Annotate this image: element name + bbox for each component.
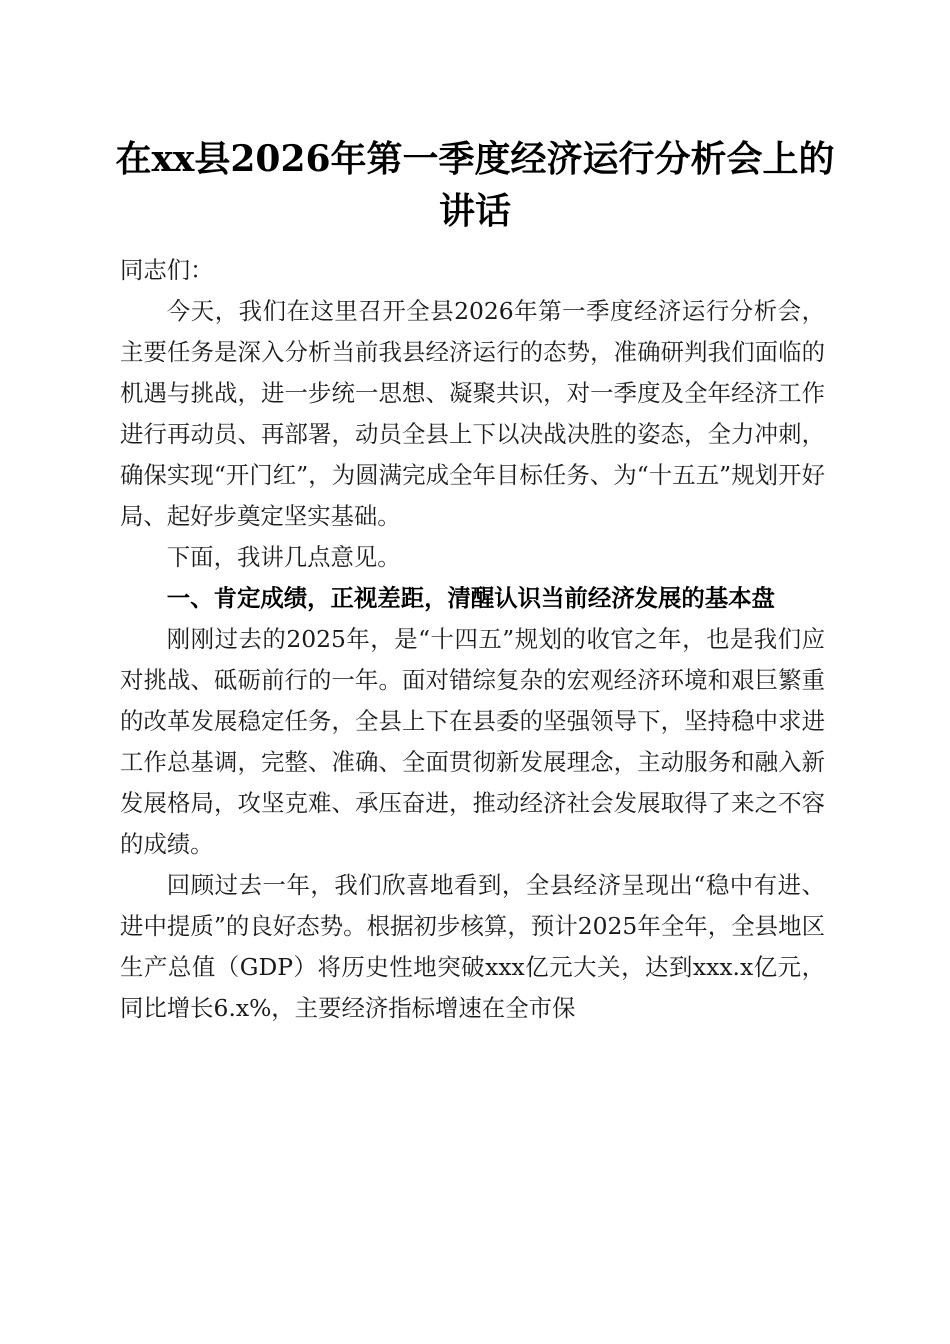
paragraph-economic-results: 回顾过去一年，我们欣喜地看到，全县经济呈现出“稳中有进、进中提质”的良好态势。根据初步核算，预计2025年全年，全县地区生产总值（GDP）将历史性地突破xxx亿元大关，达到xxx.x亿元，同比增长6.x%，主要经济指标增速在全市保	[120, 871, 825, 1022]
paragraph-transition: 下面，我讲几点意见。	[166, 543, 401, 571]
section-heading: 一、肯定成绩，正视差距，清醒认识当前经济发展的基本盘	[166, 584, 775, 612]
greeting: 同志们：	[120, 256, 214, 284]
paragraph-review-2025: 刚刚过去的2025年，是“十四五”规划的收官之年，也是我们应对挑战、砥砺前行的一年。面对错综复杂的宏观经济环境和艰巨繁重的改革发展稳定任务，全县上下在县委的坚强领导下，坚持稳中求进工作总基调，完整、准确、全面贯彻新发展理念，主动服务和融入新发展格局，攻坚克难、承压奋进，推动经济社会发展取得了来之不容的成绩。	[120, 625, 825, 858]
document-body	[120, 250, 825, 1029]
document-title: 在xx县2026年第一季度经济运行分析会上的讲话	[115, 138, 835, 232]
paragraph-opening: 今天，我们在这里召开全县2026年第一季度经济运行分析会，主要任务是深入分析当前我县经济运行的态势，准确研判我们面临的机遇与挑战，进一步统一思想、凝聚共识，对一季度及全年经济工作进行再动员、再部署，动员全县上下以决战决胜的姿态，全力冲刺，确保实现“开门红”，为圆满完成全年目标任务、为“十五五”规划开好局、起好步奠定坚实基础。	[120, 297, 825, 530]
